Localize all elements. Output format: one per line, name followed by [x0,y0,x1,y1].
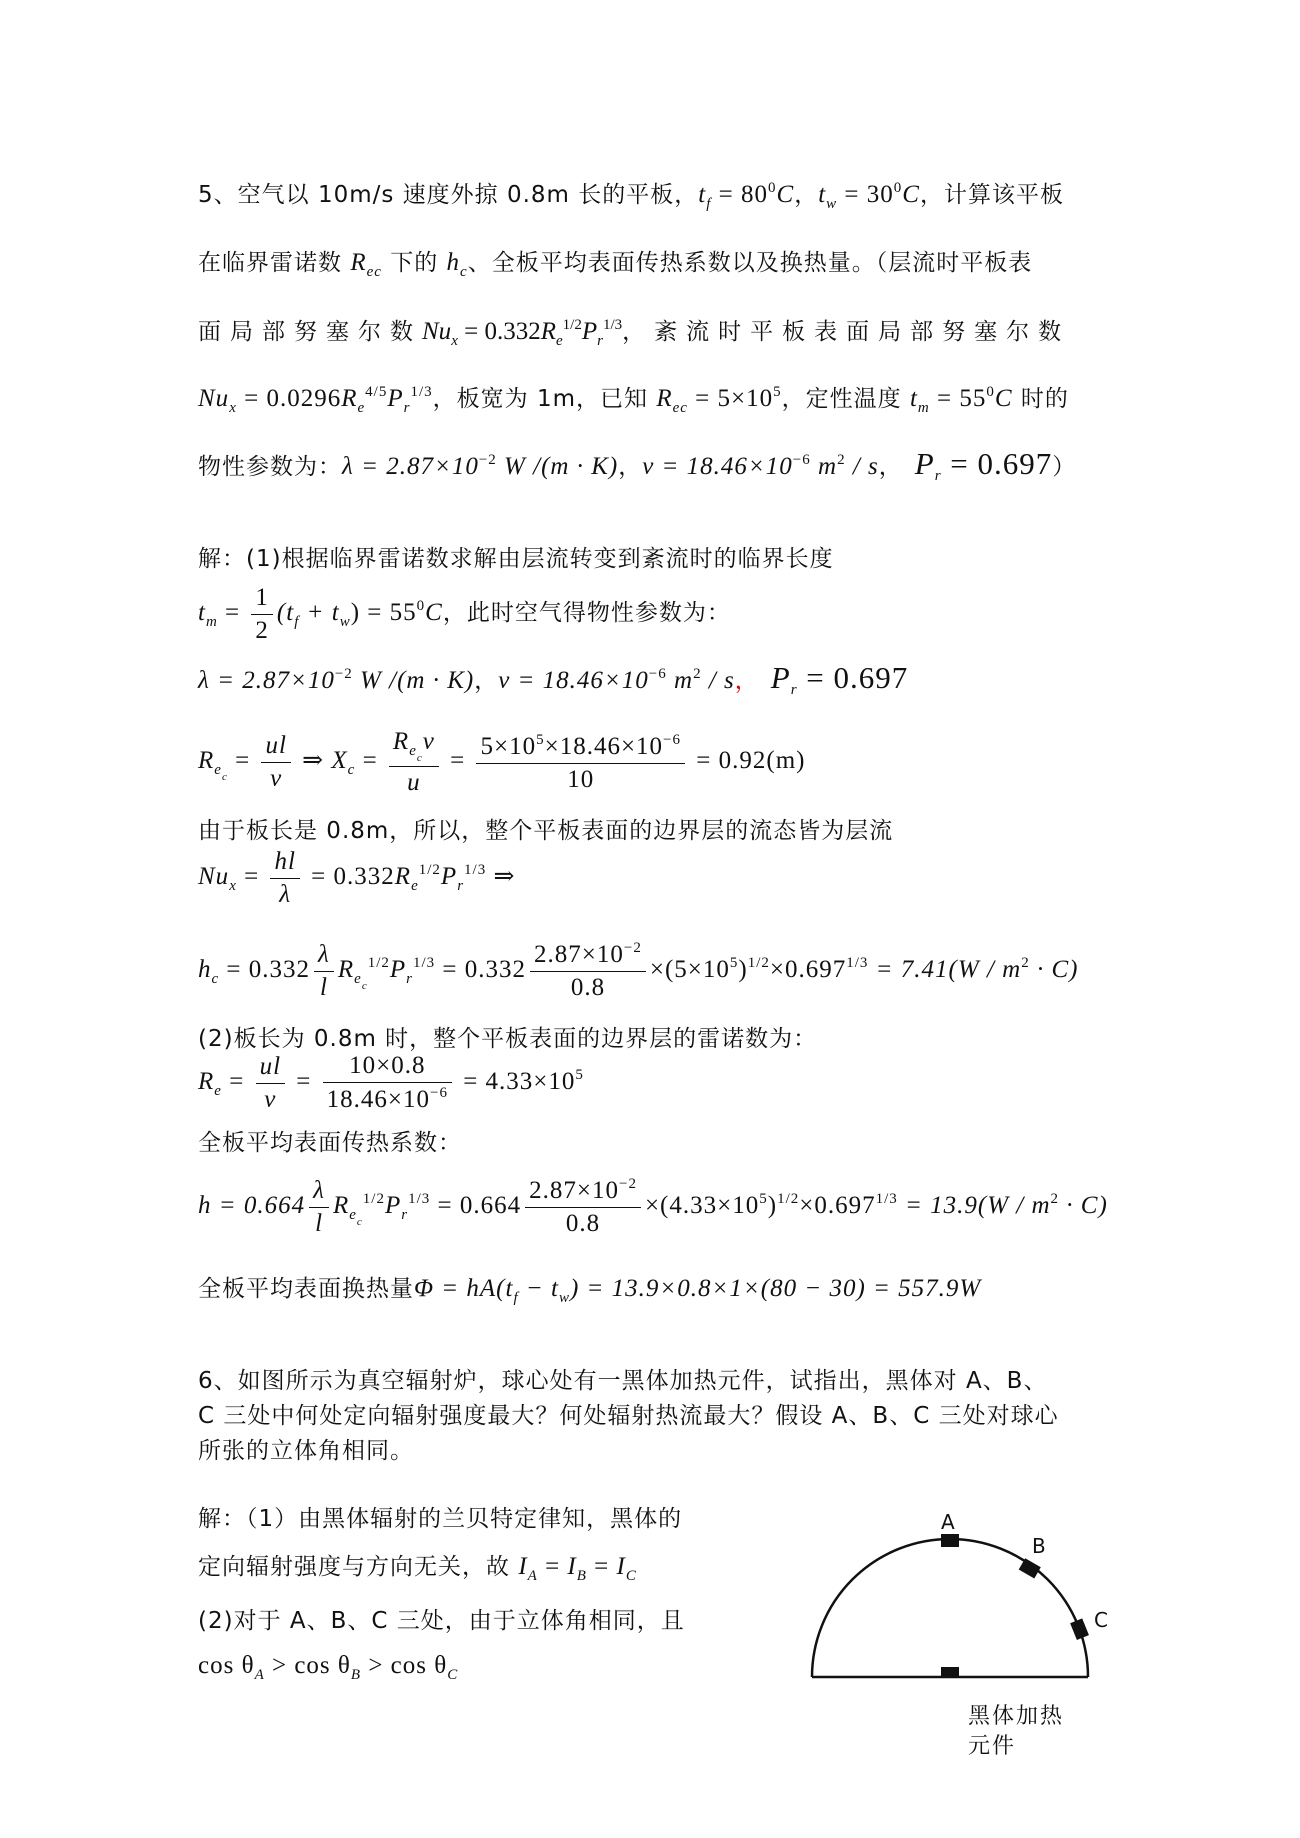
s5-line7: $h_c = 0.332$ $\frac{\lambda}{l}$ $R_{e_c}^{1/2}P_r^{1/3} = 0.332$ $\frac{2.87\times 10^{-2}}{0.8}$ $\times(5\times 10^5)^{1/2}\times 0.697^{1/3} = 7.41(W / m^2 \cdot C)$ [198,940,1079,1001]
p5-line3: 面局部努塞尔数$Nu_x = 0.332R_e^{1/2}P_r^{1/3}$，紊流时平板表面局部努塞尔数 [198,317,1071,349]
furnace-dome [812,1539,1088,1677]
s5-line3: $\lambda = 2.87\times 10^{-2}$ W /(m · K)，$\nu = 18.46\times 10^{-6}$ $m^2$ / s， $P_r = 0.697$ [198,660,909,698]
p6-ans4: $\cos \theta_A > \cos \theta_B > \cos \theta_C$ [198,1652,459,1683]
p6-line3: 所张的立体角相同。 [198,1438,414,1464]
diagram-caption: 黑体加热 元件 [968,1704,1065,1759]
s5-line9: $R_e$ = $\frac{ul}{\nu}$ = $\frac{10\times 0.8}{18.46\times 10^{-6}}$ = $4.33\times 10^5$ [198,1052,584,1113]
element-a [941,1534,959,1547]
s5-line5: 由于板长是 0.8m，所以，整个平板表面的边界层的流态皆为层流 [198,818,894,844]
p6-ans2: 定向辐射强度与方向无关，故 $I_A = I_B = I_C$ [198,1553,637,1584]
s5-line1: 解：(1)根据临界雷诺数求解由层流转变到紊流时的临界长度 [198,546,834,572]
blackbody-heater [941,1667,959,1678]
s5-line10: 全板平均表面传热系数： [198,1130,462,1156]
p5-line2: 在临界雷诺数 $R_{ec}$ 下的 $h_c$、全板平均表面传热系数以及换热量。（层流时平板表 [198,249,1033,280]
furnace-diagram [800,1495,1130,1795]
p6-line1: 6、如图所示为真空辐射炉，球心处有一黑体加热元件，试指出，黑体对 A、B、 [198,1368,1048,1394]
label-b: B [1032,1534,1046,1558]
p5-line5: 物性参数为：$\lambda = 2.87\times 10^{-2}$ W /(m · K)，$\nu = 18.46\times 10^{-6}$ $m^2$ / s， $P_r = 0.697$） [198,446,1077,484]
s5-line2: $t_m$ = $\frac{1}{2}$ $(t_f + t_w) = 55^0C$，此时空气得物性参数为： [198,584,731,644]
label-a: A [941,1510,955,1534]
element-c [1070,1618,1089,1640]
p5-line1: 5、空气以 10m/s 速度外掠 0.8m 长的平板，$t_f = 80^0C$，$t_w = 30^0C$，计算该平板 [198,180,1064,212]
element-b [1019,1558,1041,1578]
s5-line12: 全板平均表面换热量$\Phi = hA(t_f - t_w) = 13.9\times 0.8\times 1\times(80 - 30) = 557.9W$ [198,1275,982,1306]
p5-line4: $Nu_x = 0.0296R_e^{4/5}P_r^{1/3}$，板宽为 1m，已知 $R_{ec} = 5\times 10^5$，定性温度 $t_m = 55^0C$ 时的 [198,384,1069,416]
s5-line8: (2)板长为 0.8m 时，整个平板表面的边界层的雷诺数为： [198,1026,818,1052]
s5-line4: $R_{e_c}$ = $\frac{ul}{\nu}$ ⇒ $X_c$ = $\frac{R_{e_c}\nu}{u}$ = $\frac{5\times 10^5\times 18.46\times 10^{-6}}{10}$ = 0.92(m) [198,728,806,796]
p6-line2: C 三处中何处定向辐射强度最大？何处辐射热流最大？假设 A、B、C 三处对球心 [198,1403,1059,1429]
label-c: C [1094,1608,1108,1632]
p6-ans1: 解：（1）由黑体辐射的兰贝特定律知，黑体的 [198,1506,683,1532]
s5-line6: $Nu_x$ = $\frac{hl}{\lambda}$ = $0.332R_e^{1/2}P_r^{1/3}$ ⇒ [198,848,516,908]
p6-ans3: (2)对于 A、B、C 三处，由于立体角相同，且 [198,1608,685,1634]
s5-line11: h = 0.664 $\frac{\lambda}{l}$ $R_{e_c}^{1/2}P_r^{1/3} = 0.664$ $\frac{2.87\times 10^{-2}}{0.8}$ $\times(4.33\times 10^5)^{1/2}\times 0.697^{1/3} = 13.9(W / m^2 \cdot C)$ [198,1176,1108,1237]
